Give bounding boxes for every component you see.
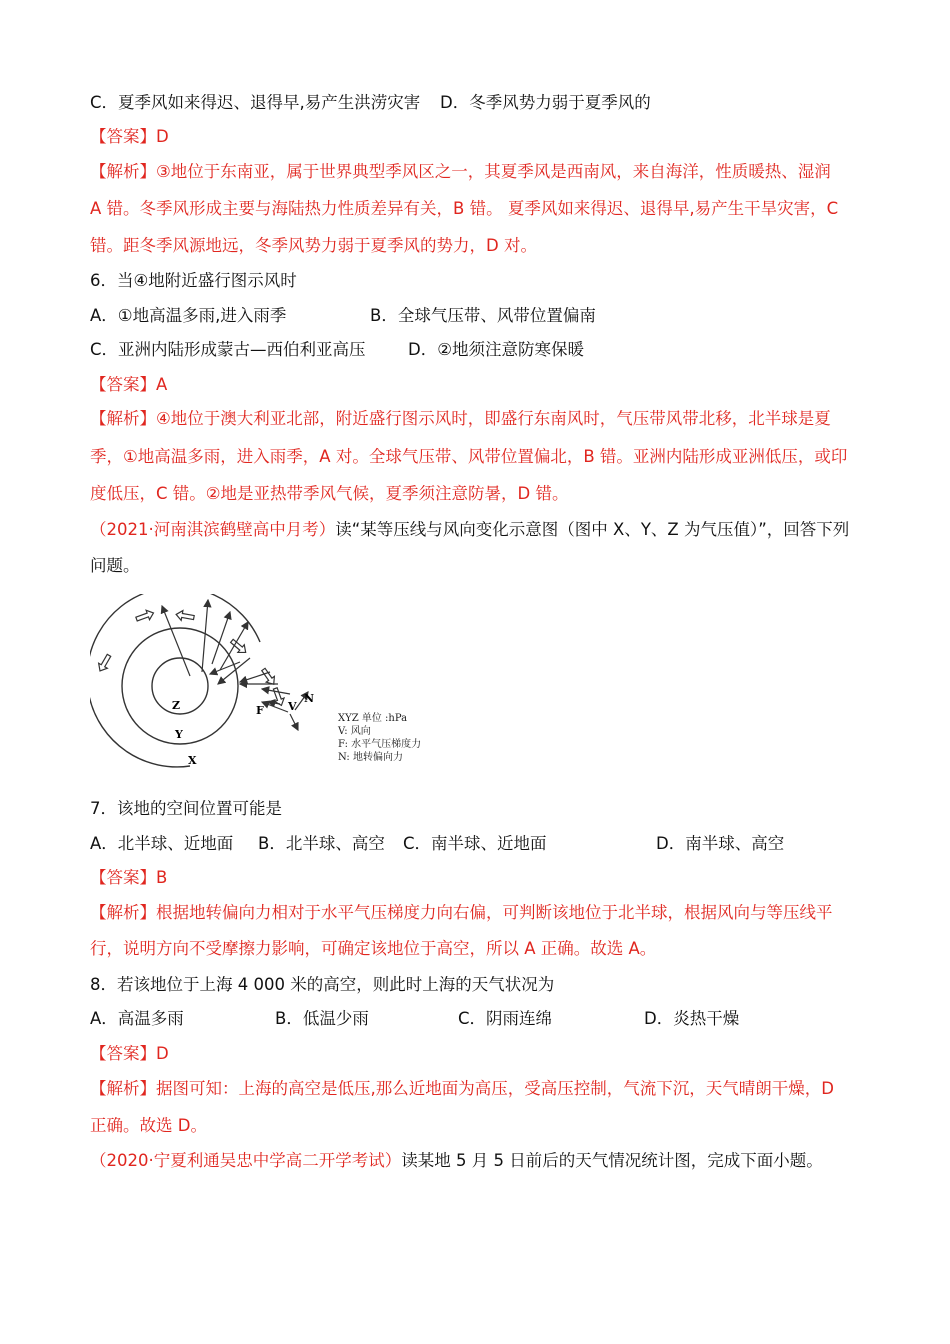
q6-option-d: D．②地须注意防寒保暖: [408, 340, 584, 359]
legend-units: XYZ 单位 :hPa: [338, 713, 408, 724]
q7-option-a: A．北半球、近地面: [90, 834, 234, 853]
intro-1-text: 读“某等压线与风向变化示意图（图中 X、Y、Z 为气压值）”，回答下列: [335, 520, 850, 539]
q8-analysis-line-2: 正确。故选 D。: [90, 1116, 207, 1135]
intro-2-source: （2020·宁夏利通吴忠中学高二开学考试）: [90, 1151, 402, 1170]
q5-analysis-line-1: 【解析】③地位于东南亚，属于世界典型季风区之一，其夏季风是西南风，来自海洋，性质暖热、湿润: [90, 162, 831, 181]
q8-option-b: B．低温少雨: [275, 1009, 369, 1028]
q5-option-d: D．冬季风势力弱于夏季风的: [440, 93, 651, 112]
intro-2: [90, 1150, 823, 1172]
q6-stem: 6．当④地附近盛行图示风时: [90, 271, 297, 290]
intro-1: [90, 519, 849, 541]
q6-option-a: A．①地高温多雨,进入雨季: [90, 306, 287, 325]
label-v: V: [288, 700, 297, 713]
intro-2-text: 读某地 5 月 5 日前后的天气情况统计图，完成下面小题。: [401, 1151, 823, 1170]
q7-option-d: D．南半球、高空: [656, 834, 785, 853]
label-x: X: [188, 754, 197, 767]
q5-analysis-line-2: A 错。冬季风形成主要与海陆热力性质差异有关，B 错。 夏季风如来得迟、退得早,易产生干旱灾害，C: [90, 199, 839, 218]
isobar-y: [122, 628, 238, 744]
q8-stem: 8．若该地位于上海 4 000 米的高空，则此时上海的天气状况为: [90, 975, 555, 994]
q6-analysis-line-3: 度低压，C 错。②地是亚热带季风气候，夏季须注意防暑，D 错。: [90, 484, 569, 503]
flow-arrow-1: [135, 608, 155, 624]
legend-f: F: 水平气压梯度力: [338, 739, 422, 750]
q8-analysis-line-1: 【解析】据图可知：上海的高空是低压,那么近地面为高压，受高压控制，气流下沉，天气晴朗干燥，D: [90, 1079, 834, 1098]
intro-1-text-2: 问题。: [90, 556, 140, 575]
label-z: Z: [172, 699, 181, 712]
q6-option-c: C．亚洲内陆形成蒙古—西伯利亚高压: [90, 340, 366, 359]
q7-analysis-line-1: 【解析】根据地转偏向力相对于水平气压梯度力向右偏，可判断该地位于北半球，根据风向与等压线平: [90, 903, 833, 922]
q6-answer: 【答案】A: [90, 375, 168, 394]
label-n: N: [304, 692, 315, 705]
q5-option-c: C．夏季风如来得迟、退得早,易产生洪涝灾害: [90, 93, 421, 112]
q8-option-c: C．阴雨连绵: [458, 1009, 553, 1028]
q8-option-d: D．炎热干燥: [644, 1009, 740, 1028]
q7-option-c: C．南半球、近地面: [403, 834, 547, 853]
label-f: F: [256, 704, 264, 717]
figure-legend: [338, 712, 421, 764]
flow-arrow-3: [96, 653, 114, 674]
q7-stem: 7．该地的空间位置可能是: [90, 799, 282, 818]
label-y: Y: [175, 728, 183, 741]
q8-answer: 【答案】D: [90, 1044, 169, 1063]
q7-answer: 【答案】B: [90, 868, 168, 887]
flow-arrow-2: [175, 610, 194, 623]
flow-arrow-4: [229, 637, 249, 656]
q6-analysis-line-1: 【解析】④地位于澳大利亚北部，附近盛行图示风时，即盛行东南风时，气压带风带北移，北半球是夏: [90, 409, 831, 428]
q6-option-b: B．全球气压带、风带位置偏南: [370, 306, 596, 325]
q5-analysis-line-3: 错。距冬季风源地远，冬季风势力弱于夏季风的势力，D 对。: [90, 236, 537, 255]
q7-option-b: B．北半球、高空: [258, 834, 385, 853]
q5-answer: 【答案】D: [90, 127, 169, 146]
intro-1-source: （2021·河南淇滨鹤壁高中月考）: [90, 520, 336, 539]
legend-v: V: 风向: [338, 726, 371, 737]
q6-analysis-line-2: 季，①地高温多雨，进入雨季，A 对。全球气压带、风带位置偏北，B 错。亚洲内陆形成亚洲低压，或印: [90, 447, 848, 466]
q7-analysis-line-2: 行，说明方向不受摩擦力影响，可确定该地位于高空，所以 A 正确。故选 A。: [90, 939, 657, 958]
q8-option-a: A．高温多雨: [90, 1009, 184, 1028]
legend-n: N: 地转偏向力: [338, 752, 403, 763]
